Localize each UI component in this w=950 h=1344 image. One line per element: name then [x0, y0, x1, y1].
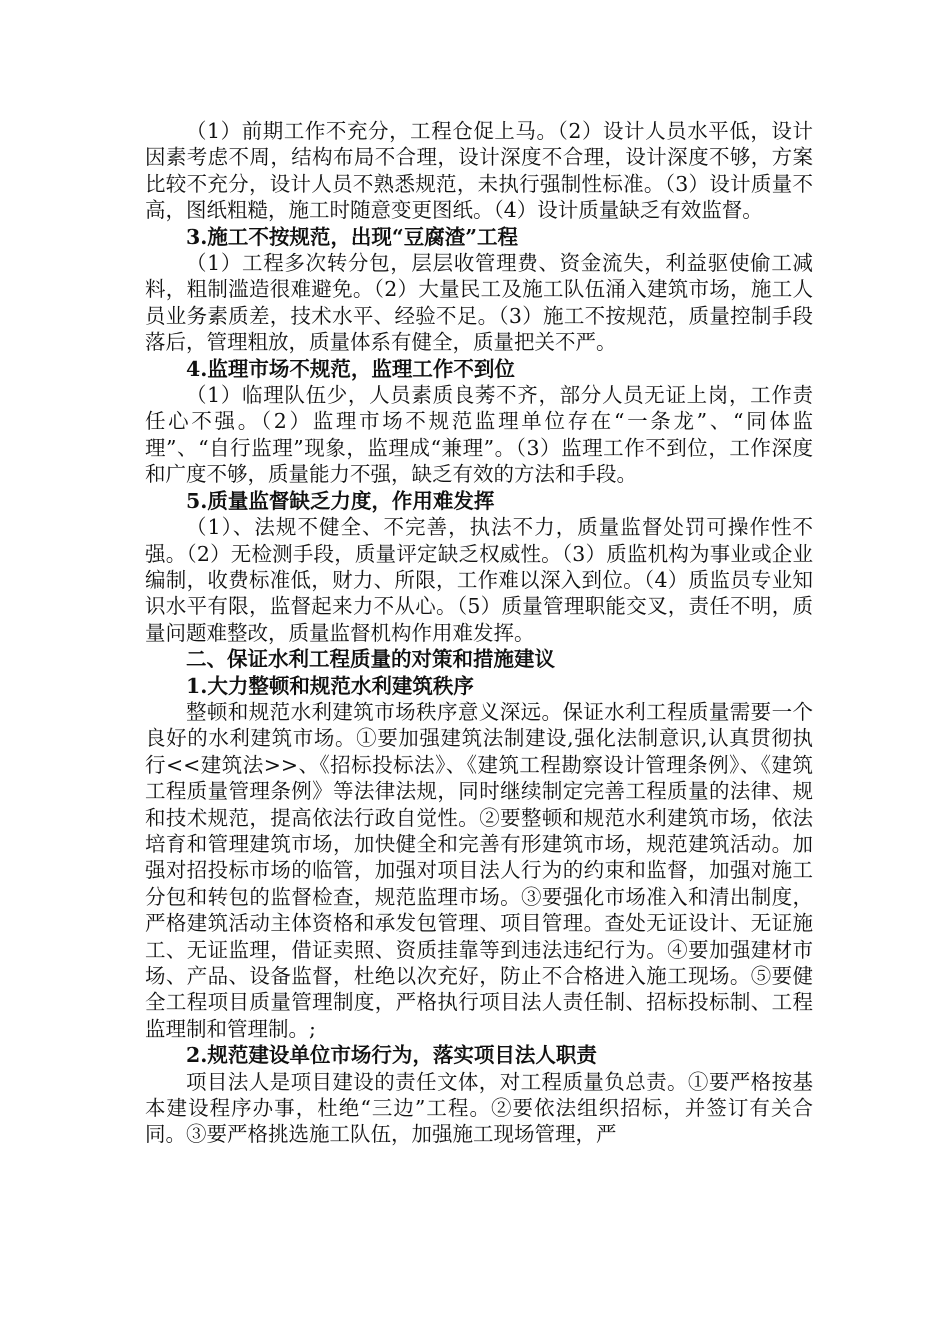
- paragraph-oversight-issues: （1）、法规不健全、不完善，执法不力，质量监督处罚可操作性不强。（2）无检测手段，质量评定缺乏权威性。（3）质监机构为事业或企业编制，收费标准低，财力、所限，工作难以深入到位。（4）质监员专业知识水平有限，监督起来力不从心。（5）质量管理职能交叉，责任不明，质量问题难整改，质量监督机构作用难发挥。: [145, 515, 813, 645]
- document-body: [145, 118, 813, 1148]
- paragraph-design-issues: （1）前期工作不充分，工程仓促上马。（2）设计人员水平低，设计因素考虑不周，结构布局不合理，设计深度不合理，设计深度不够，方案比较不充分，设计人员不熟悉规范，未执行强制性标准。（3）设计质量不高，图纸粗糙，施工时随意变更图纸。（4）设计质量缺乏有效监督。: [145, 119, 813, 223]
- heading-construction-standards: 3.施工不按规范，出现“豆腐渣”工程: [186, 224, 518, 249]
- heading-section-two: 二、保证水利工程质量的对策和措施建议: [186, 647, 555, 672]
- heading-project-legal-person: 2.规范建设单位市场行为，落实项目法人职责: [186, 1043, 597, 1068]
- paragraph-supervision-issues: （1）临理队伍少，人员素质良莠不齐，部分人员无证上岗，工作责任心不强。（2）监理市场不规范监理单位存在“一条龙”、“同体监理”、“自行监理”现象，监理成“兼理”。（3）监理工作不到位，工作深度和广度不够，质量能力不强，缺乏有效的方法和手段。: [145, 383, 813, 487]
- paragraph-project-legal-person: 项目法人是项目建设的责任文体，对工程质量负总责。①要严格按基本建设程序办事，杜绝“三边”工程。②要依法组织招标，并签订有关合同。③要严格挑选施工队伍，加强施工现场管理，严: [145, 1069, 813, 1147]
- heading-supervision-market: 4.监理市场不规范，监理工作不到位: [186, 356, 515, 381]
- heading-market-order: 1.大力整顿和规范水利建筑秩序: [186, 673, 474, 698]
- heading-quality-oversight: 5.质量监督缺乏力度，作用难发挥: [186, 488, 495, 513]
- paragraph-construction-issues: （1）工程多次转分包，层层收管理费、资金流失，利益驱使偷工减料，粗制滥造很难避免。（2）大量民工及施工队伍涌入建筑市场，施工人员业务素质差，技术水平、经验不足。（3）施工不按规范，质量控制手段落后，管理粗放，质量体系有健全，质量把关不严。: [145, 251, 813, 355]
- paragraph-market-order: 整顿和规范水利建筑市场秩序意义深远。保证水利工程质量需要一个良好的水利建筑市场。①要加强建筑法制建设,强化法制意识,认真贯彻执行<<建筑法>>、《招标投标法》、《建筑工程勘察设计管理条例》、《建筑工程质量管理条例》等法律法规，同时继续制定完善工程质量的法律、规和技术规范，提高依法行政自觉性。②要整顿和规范水利建筑市场，依法培育和管理建筑市场，加快健全和完善有形建筑市场，规范建筑活动。加强对招投标市场的临管，加强对项目法人行为的约束和监督，加强对施工分包和转包的监督检查，规范监理市场。③要强化市场准入和清出制度，严格建筑活动主体资格和承发包管理、项目管理。查处无证设计、无证施工、无证监理，借证卖照、资质挂靠等到违法违纪行为。④要加强建材市场、产品、设备监督，杜绝以次充好，防止不合格进入施工现场。⑤要健全工程项目质量管理制度，严格执行项目法人责任制、招标投标制、工程监理制和管理制。;: [145, 699, 813, 1041]
